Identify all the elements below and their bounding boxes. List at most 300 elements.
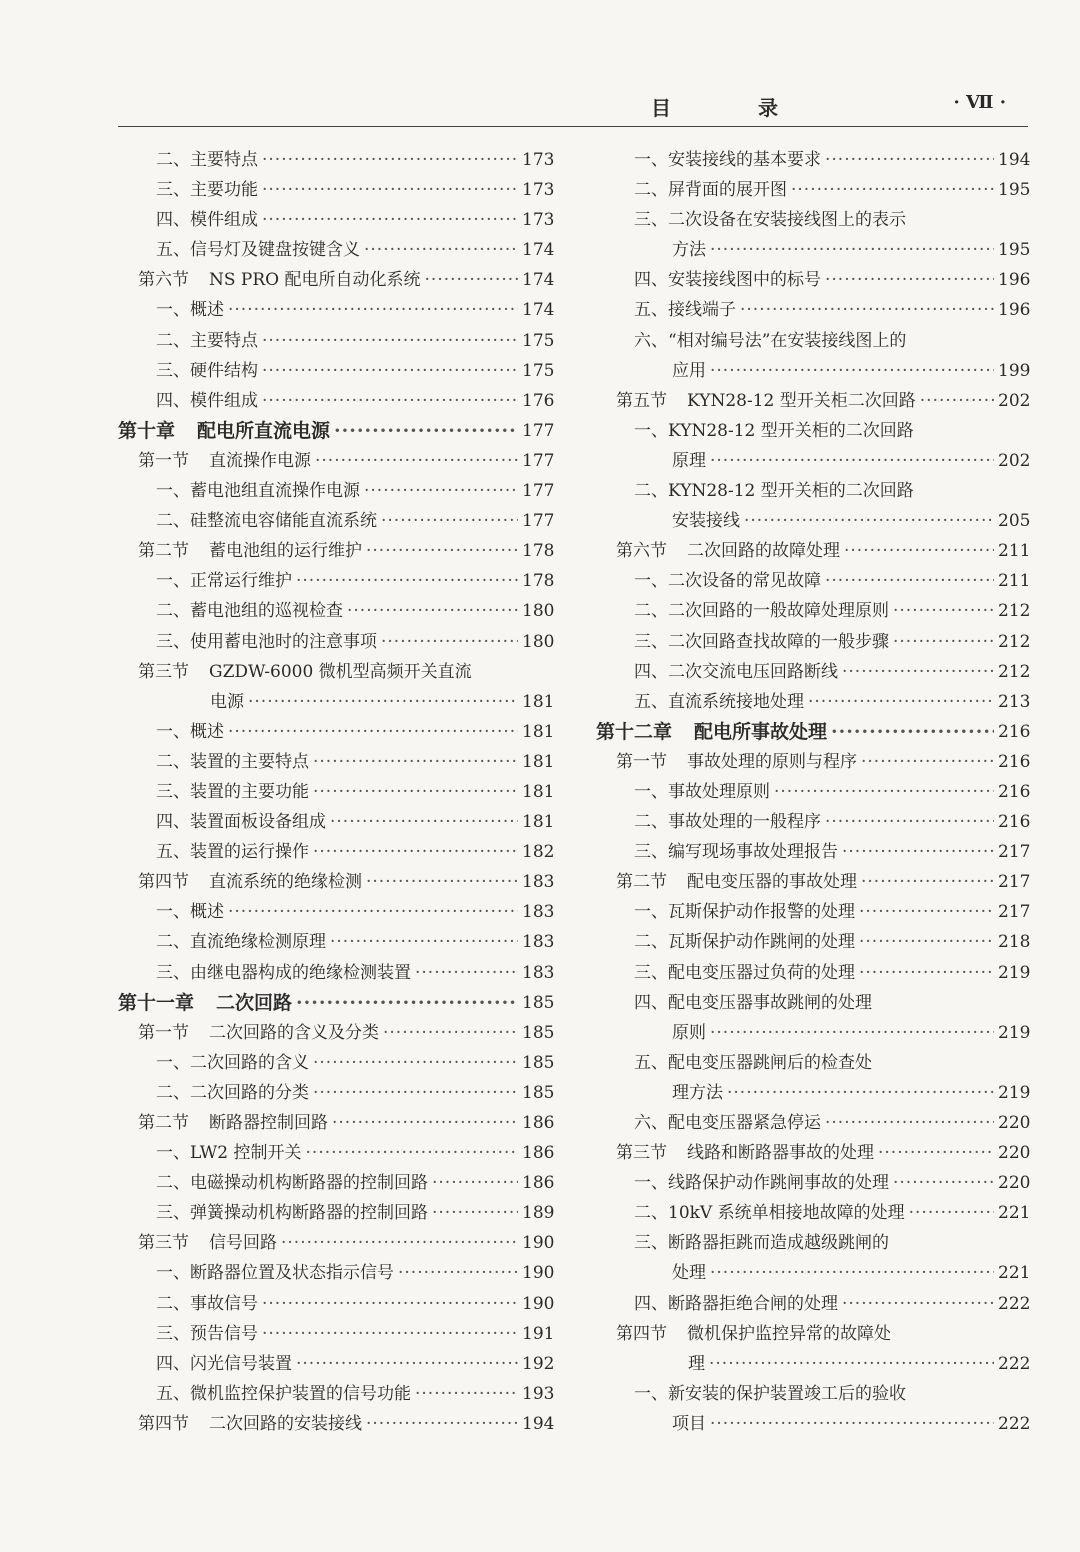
toc-chapter-entry[interactable] bbox=[118, 416, 555, 446]
toc-leader-dots bbox=[262, 145, 518, 175]
toc-entry-title bbox=[616, 536, 840, 566]
toc-entry-text: 三、使用蓄电池时的注意事项 bbox=[156, 631, 377, 652]
toc-leader-dots bbox=[262, 326, 518, 356]
toc-entry-text: 三、编写现场事故处理报告 bbox=[634, 842, 838, 863]
toc-entry-text: 四、断路器拒绝合闸的处理 bbox=[634, 1293, 838, 1314]
toc-entry-title bbox=[156, 958, 411, 988]
toc-entry-title bbox=[156, 476, 360, 506]
toc-page-number: 174 bbox=[522, 240, 555, 261]
toc-page-number: 181 bbox=[522, 751, 555, 772]
toc-entry-label: 第四节 bbox=[138, 872, 189, 893]
toc-leader-dots bbox=[313, 1078, 518, 1108]
toc-section-entry[interactable] bbox=[118, 536, 555, 566]
toc-entry-text: 原则 bbox=[672, 1022, 706, 1043]
toc-item-entry[interactable] bbox=[596, 326, 1026, 356]
toc-entry-title bbox=[634, 988, 872, 1018]
toc-entry-title bbox=[616, 747, 857, 777]
toc-entry-text: 一、安装接线的基本要求 bbox=[634, 150, 821, 170]
toc-item-entry[interactable] bbox=[118, 777, 555, 807]
toc-entry-title bbox=[156, 627, 377, 657]
toc-entry-label: 第一节 bbox=[138, 1022, 189, 1043]
toc-entry-text: 一、蓄电池组直流操作电源 bbox=[156, 481, 360, 502]
toc-entry-title bbox=[156, 1349, 292, 1379]
toc-entry-title bbox=[634, 657, 838, 687]
toc-entry-title bbox=[156, 1198, 428, 1228]
toc-entry-text: 三、二次设备在安装接线图上的表示 bbox=[634, 210, 906, 231]
toc-leader-dots bbox=[383, 1018, 518, 1048]
toc-leader-dots bbox=[859, 958, 994, 988]
toc-item-entry[interactable] bbox=[118, 897, 555, 927]
toc-entry-title bbox=[156, 506, 377, 536]
toc-entry-title bbox=[672, 506, 740, 536]
toc-item-entry[interactable] bbox=[118, 1078, 555, 1108]
toc-section-entry[interactable] bbox=[118, 1108, 555, 1138]
toc-entry-title bbox=[596, 717, 827, 747]
toc-leader-dots bbox=[281, 1228, 518, 1258]
toc-item-entry[interactable] bbox=[596, 446, 1031, 476]
toc-entry-text: 二、10kV 系统单相接地故障的处理 bbox=[634, 1203, 905, 1224]
toc-entry-title bbox=[156, 386, 258, 416]
toc-leader-dots bbox=[415, 1379, 518, 1409]
toc-entry-label: 第二节 bbox=[138, 1113, 189, 1133]
toc-section-entry[interactable] bbox=[118, 265, 555, 295]
toc-item-entry[interactable] bbox=[118, 1168, 555, 1198]
toc-entry-text: 二、蓄电池组的巡视检查 bbox=[156, 601, 343, 622]
toc-item-entry[interactable] bbox=[118, 235, 555, 265]
toc-item-entry[interactable] bbox=[118, 1048, 555, 1078]
toc-item-entry[interactable] bbox=[118, 927, 555, 957]
toc-item-entry[interactable] bbox=[118, 205, 555, 235]
toc-leader-dots bbox=[744, 506, 994, 536]
toc-entry-text: 电源 bbox=[210, 691, 244, 712]
header-title: 目 录 bbox=[651, 96, 818, 120]
toc-entry-title bbox=[156, 1138, 302, 1168]
toc-entry-label: 第三节 bbox=[616, 1143, 667, 1164]
toc-entry-title bbox=[156, 596, 343, 626]
toc-entry-text: 一、断路器位置及状态指示信号 bbox=[156, 1263, 394, 1284]
toc-item-entry[interactable] bbox=[596, 1379, 1026, 1409]
toc-entry-title bbox=[616, 867, 857, 897]
toc-item-entry[interactable] bbox=[596, 265, 1031, 295]
toc-item-entry[interactable] bbox=[118, 1138, 555, 1168]
toc-leader-dots bbox=[248, 687, 518, 717]
toc-item-entry[interactable] bbox=[118, 958, 555, 988]
toc-leader-dots bbox=[825, 807, 994, 837]
toc-item-entry[interactable] bbox=[118, 747, 555, 777]
toc-section-entry[interactable] bbox=[118, 1228, 555, 1258]
toc-item-entry[interactable] bbox=[596, 566, 1031, 596]
toc-page-number: 216 bbox=[998, 781, 1031, 802]
toc-entry-text: 三、由继电器构成的绝缘检测装置 bbox=[156, 962, 411, 983]
toc-page-number: 217 bbox=[998, 842, 1031, 863]
toc-entry-text: 一、正常运行维护 bbox=[156, 571, 292, 592]
toc-entry-title bbox=[138, 446, 311, 476]
toc-item-entry[interactable] bbox=[118, 1319, 555, 1349]
toc-section-entry[interactable] bbox=[596, 1319, 1026, 1349]
toc-entry-title bbox=[138, 1018, 379, 1048]
toc-entry-text: 四、二次交流电压回路断线 bbox=[634, 661, 838, 682]
toc-entry-text: 四、装置面板设备组成 bbox=[156, 812, 326, 833]
toc-entry-text: 蓄电池组的运行维护 bbox=[209, 541, 362, 562]
toc-entry-text: 一、概述 bbox=[156, 300, 224, 321]
toc-page-number: 218 bbox=[998, 932, 1031, 953]
toc-entry-text: 五、信号灯及键盘按键含义 bbox=[156, 240, 360, 261]
toc-item-entry[interactable] bbox=[596, 988, 1026, 1018]
toc-entry-text: NS PRO 配电所自动化系统 bbox=[209, 270, 421, 291]
header-page-number: · Ⅶ · bbox=[953, 92, 1006, 113]
toc-entry-text: 信号回路 bbox=[209, 1233, 277, 1254]
toc-entry-title bbox=[634, 1379, 906, 1409]
toc-entry-text: 三、断路器拒跳而造成越级跳闸的 bbox=[634, 1233, 889, 1254]
toc-item-entry[interactable] bbox=[118, 476, 555, 506]
toc-page-number: 219 bbox=[998, 962, 1031, 983]
toc-entry-text: 线路和断路器事故的处理 bbox=[687, 1143, 874, 1164]
toc-page-number: 175 bbox=[522, 360, 555, 381]
toc-item-entry[interactable] bbox=[596, 1228, 1026, 1258]
toc-entry-title bbox=[156, 205, 258, 235]
toc-page-number: 176 bbox=[522, 390, 555, 411]
toc-item-entry[interactable] bbox=[118, 1258, 555, 1288]
toc-page-number: 186 bbox=[522, 1113, 555, 1133]
toc-entry-title bbox=[156, 1258, 394, 1288]
toc-item-entry[interactable] bbox=[118, 295, 555, 325]
toc-page-number: 190 bbox=[522, 1263, 555, 1284]
toc-entry-title bbox=[634, 265, 821, 295]
toc-entry-text: 一、新安装的保护装置竣工后的验收 bbox=[634, 1383, 906, 1404]
toc-leader-dots bbox=[262, 205, 518, 235]
toc-leader-dots bbox=[381, 627, 518, 657]
toc-entry-title bbox=[156, 1289, 258, 1319]
toc-page-number: 189 bbox=[522, 1203, 555, 1224]
toc-item-entry[interactable] bbox=[596, 897, 1031, 927]
toc-entry-title bbox=[156, 807, 326, 837]
toc-item-entry[interactable] bbox=[118, 1379, 555, 1409]
toc-entry-text: 二次回路 bbox=[216, 991, 293, 1014]
toc-entry-text: 五、微机监控保护装置的信号功能 bbox=[156, 1383, 411, 1404]
toc-leader-dots bbox=[366, 1409, 518, 1439]
toc-page-number: 220 bbox=[998, 1143, 1031, 1164]
toc-entry-title bbox=[138, 657, 472, 687]
toc-entry-text: 直流系统的绝缘检测 bbox=[209, 872, 362, 893]
toc-entry-title bbox=[156, 295, 224, 325]
toc-entry-title bbox=[118, 988, 292, 1018]
toc-item-entry[interactable] bbox=[118, 386, 555, 416]
toc-section-entry[interactable] bbox=[118, 657, 550, 687]
toc-leader-dots bbox=[710, 446, 994, 476]
toc-item-entry[interactable] bbox=[118, 506, 555, 536]
toc-entry-title bbox=[634, 1228, 889, 1258]
toc-leader-dots bbox=[893, 596, 994, 626]
toc-page-number: 190 bbox=[522, 1293, 555, 1314]
toc-entry-text: 配电变压器的事故处理 bbox=[687, 872, 857, 893]
toc-entry-label: 第二节 bbox=[616, 872, 667, 893]
toc-page-number: 190 bbox=[522, 1233, 555, 1254]
toc-leader-dots bbox=[842, 657, 994, 687]
toc-section-entry[interactable] bbox=[118, 1018, 555, 1048]
toc-item-entry[interactable] bbox=[596, 1018, 1031, 1048]
toc-item-entry[interactable] bbox=[118, 717, 555, 747]
toc-entry-text: 二、事故信号 bbox=[156, 1293, 258, 1314]
toc-item-entry[interactable] bbox=[596, 1409, 1031, 1439]
toc-leader-dots bbox=[893, 1168, 994, 1198]
toc-section-entry[interactable] bbox=[596, 747, 1031, 777]
toc-entry-text: 直流操作电源 bbox=[209, 450, 311, 471]
toc-entry-text: 一、瓦斯保护动作报警的处理 bbox=[634, 902, 855, 923]
toc-item-entry[interactable] bbox=[596, 1349, 1031, 1379]
toc-leader-dots bbox=[825, 566, 994, 596]
toc-leader-dots bbox=[861, 867, 994, 897]
toc-page-number: 196 bbox=[998, 300, 1031, 321]
toc-entry-title bbox=[688, 1349, 705, 1379]
toc-leader-dots bbox=[364, 476, 518, 506]
toc-page-number: 181 bbox=[522, 691, 555, 712]
toc-page-number: 222 bbox=[998, 1353, 1031, 1374]
toc-leader-dots bbox=[228, 295, 518, 325]
toc-leader-dots bbox=[791, 175, 994, 205]
toc-entry-text: 五、装置的运行操作 bbox=[156, 842, 309, 863]
toc-item-entry[interactable] bbox=[118, 1349, 555, 1379]
toc-entry-text: 五、直流系统接地处理 bbox=[634, 691, 804, 712]
toc-entry-text: 三、配电变压器过负荷的处理 bbox=[634, 962, 855, 983]
toc-leader-dots bbox=[710, 356, 994, 386]
toc-item-entry[interactable] bbox=[118, 687, 555, 717]
toc-section-entry[interactable] bbox=[596, 386, 1031, 416]
toc-entry-title bbox=[138, 867, 362, 897]
toc-leader-dots bbox=[306, 1138, 518, 1168]
toc-item-entry[interactable] bbox=[118, 1198, 555, 1228]
toc-entry-title bbox=[156, 1078, 309, 1108]
toc-page-number: 173 bbox=[522, 210, 555, 231]
toc-item-entry[interactable] bbox=[118, 566, 555, 596]
toc-leader-dots bbox=[262, 356, 518, 386]
page-header bbox=[118, 88, 1028, 127]
toc-leader-dots bbox=[296, 988, 518, 1018]
toc-page-number: 180 bbox=[522, 631, 555, 652]
toc-entry-text: 二、瓦斯保护动作跳闸的处理 bbox=[634, 932, 855, 953]
toc-entry-title bbox=[156, 777, 309, 807]
toc-item-entry[interactable] bbox=[118, 627, 555, 657]
toc-entry-title bbox=[156, 175, 258, 205]
toc-leader-dots bbox=[710, 1409, 994, 1439]
toc-entry-title bbox=[156, 566, 292, 596]
toc-entry-text: 四、闪光信号装置 bbox=[156, 1353, 292, 1374]
toc-entry-title bbox=[634, 1048, 872, 1078]
toc-item-entry[interactable] bbox=[596, 145, 1031, 175]
toc-leader-dots bbox=[808, 687, 994, 717]
toc-item-entry[interactable] bbox=[596, 356, 1031, 386]
toc-page-number: 221 bbox=[998, 1203, 1031, 1224]
toc-entry-text: 三、硬件结构 bbox=[156, 360, 258, 381]
toc-leader-dots bbox=[861, 747, 994, 777]
toc-page-number: 220 bbox=[998, 1173, 1031, 1194]
toc-entry-text: 项目 bbox=[672, 1413, 706, 1434]
toc-item-entry[interactable] bbox=[118, 175, 555, 205]
toc-leader-dots bbox=[262, 386, 518, 416]
toc-page-number: 194 bbox=[998, 150, 1031, 170]
toc-leader-dots bbox=[330, 807, 518, 837]
toc-item-entry[interactable] bbox=[118, 145, 555, 175]
toc-section-entry[interactable] bbox=[596, 536, 1031, 566]
toc-item-entry[interactable] bbox=[596, 687, 1031, 717]
toc-leader-dots bbox=[709, 1349, 994, 1379]
toc-item-entry[interactable] bbox=[596, 1078, 1031, 1108]
toc-item-entry[interactable] bbox=[596, 235, 1031, 265]
toc-section-entry[interactable] bbox=[118, 446, 555, 476]
toc-leader-dots bbox=[859, 897, 994, 927]
toc-item-entry[interactable] bbox=[596, 1198, 1031, 1228]
toc-leader-dots bbox=[415, 958, 518, 988]
toc-page-number: 212 bbox=[998, 661, 1031, 682]
toc-entry-title bbox=[672, 1258, 706, 1288]
toc-page-number: 181 bbox=[522, 721, 555, 742]
toc-chapter-entry[interactable] bbox=[596, 717, 1031, 747]
toc-entry-text: 处理 bbox=[672, 1263, 706, 1284]
toc-entry-text: 四、安装接线图中的标号 bbox=[634, 270, 821, 291]
toc-leader-dots bbox=[825, 145, 994, 175]
toc-leader-dots bbox=[710, 1018, 994, 1048]
toc-entry-title bbox=[634, 958, 855, 988]
toc-entry-text: 方法 bbox=[672, 240, 706, 261]
toc-entry-title bbox=[672, 1078, 723, 1108]
toc-item-entry[interactable] bbox=[596, 295, 1031, 325]
toc-page-number: 177 bbox=[522, 511, 555, 532]
toc-entry-label: 第四节 bbox=[616, 1323, 667, 1344]
toc-section-entry[interactable] bbox=[118, 867, 555, 897]
toc-page-number: 183 bbox=[522, 902, 555, 923]
toc-item-entry[interactable] bbox=[596, 837, 1031, 867]
toc-entry-label: 第四节 bbox=[138, 1413, 189, 1434]
toc-item-entry[interactable] bbox=[596, 1258, 1031, 1288]
toc-entry-title bbox=[634, 807, 821, 837]
toc-entry-title bbox=[634, 596, 889, 626]
toc-item-entry[interactable] bbox=[596, 1289, 1031, 1319]
toc-entry-title bbox=[156, 356, 258, 386]
toc-section-entry[interactable] bbox=[596, 867, 1031, 897]
toc-item-entry[interactable] bbox=[596, 1168, 1031, 1198]
toc-entry-text: 二、主要特点 bbox=[156, 150, 258, 170]
toc-leader-dots bbox=[825, 265, 994, 295]
toc-item-entry[interactable] bbox=[118, 326, 555, 356]
toc-item-entry[interactable] bbox=[596, 927, 1031, 957]
toc-entry-text: 二次回路的含义及分类 bbox=[209, 1022, 379, 1043]
toc-page-number: 183 bbox=[522, 962, 555, 983]
toc-chapter-entry[interactable] bbox=[118, 988, 555, 1018]
toc-leader-dots bbox=[315, 446, 518, 476]
toc-entry-text: 一、线路保护动作跳闸事故的处理 bbox=[634, 1173, 889, 1194]
toc-entry-title bbox=[156, 1379, 411, 1409]
toc-item-entry[interactable] bbox=[596, 958, 1031, 988]
toc-entry-title bbox=[156, 717, 224, 747]
toc-item-entry[interactable] bbox=[118, 596, 555, 626]
toc-item-entry[interactable] bbox=[596, 596, 1031, 626]
toc-entry-text: 一、概述 bbox=[156, 721, 224, 742]
toc-item-entry[interactable] bbox=[596, 205, 1026, 235]
toc-entry-text: 五、配电变压器跳闸后的检查处 bbox=[634, 1052, 872, 1073]
toc-entry-text: 三、装置的主要功能 bbox=[156, 781, 309, 802]
toc-page-number: 211 bbox=[998, 571, 1031, 592]
toc-entry-title bbox=[156, 747, 309, 777]
toc-entry-title bbox=[156, 927, 326, 957]
toc-item-entry[interactable] bbox=[596, 1048, 1026, 1078]
toc-entry-title bbox=[672, 1018, 706, 1048]
toc-entry-text: 配电所直流电源 bbox=[197, 419, 331, 442]
toc-entry-title bbox=[138, 1228, 277, 1258]
toc-section-entry[interactable] bbox=[118, 1409, 555, 1439]
toc-entry-title bbox=[156, 897, 224, 927]
toc-entry-title bbox=[634, 416, 914, 446]
toc-page-number: 175 bbox=[522, 330, 555, 351]
toc-entry-text: 二、装置的主要特点 bbox=[156, 751, 309, 772]
toc-column-left bbox=[118, 145, 555, 1439]
toc-entry-text: GZDW-6000 微机型高频开关直流 bbox=[209, 661, 472, 682]
toc-entry-text: 一、事故处理原则 bbox=[634, 781, 770, 802]
toc-item-entry[interactable] bbox=[596, 476, 1026, 506]
toc-entry-title bbox=[634, 897, 855, 927]
toc-item-entry[interactable] bbox=[596, 416, 1026, 446]
toc-entry-text: 二次回路的故障处理 bbox=[687, 541, 840, 562]
toc-page-number: 177 bbox=[522, 420, 555, 441]
toc-entry-text: 一、LW2 控制开关 bbox=[156, 1143, 302, 1164]
toc-page-number: 185 bbox=[522, 1022, 555, 1043]
toc-item-entry[interactable] bbox=[118, 807, 555, 837]
toc-entry-text: 六、配电变压器紧急停运 bbox=[634, 1113, 821, 1133]
toc-section-entry[interactable] bbox=[596, 1138, 1031, 1168]
toc-item-entry[interactable] bbox=[118, 837, 555, 867]
toc-page-number: 174 bbox=[522, 300, 555, 321]
toc-page-number: 222 bbox=[998, 1293, 1031, 1314]
toc-item-entry[interactable] bbox=[596, 1108, 1031, 1138]
toc-leader-dots bbox=[740, 295, 994, 325]
toc-item-entry[interactable] bbox=[596, 657, 1031, 687]
toc-leader-dots bbox=[364, 235, 518, 265]
toc-entry-title bbox=[138, 1108, 328, 1138]
toc-item-entry[interactable] bbox=[596, 777, 1031, 807]
toc-entry-text: 二、电磁操动机构断路器的控制回路 bbox=[156, 1173, 428, 1194]
toc-item-entry[interactable] bbox=[118, 1289, 555, 1319]
toc-entry-text: 二、屏背面的展开图 bbox=[634, 180, 787, 201]
toc-item-entry[interactable] bbox=[118, 356, 555, 386]
toc-entry-title bbox=[138, 1409, 362, 1439]
toc-page-number: 196 bbox=[998, 270, 1031, 291]
toc-item-entry[interactable] bbox=[596, 807, 1031, 837]
toc-page-number: 199 bbox=[998, 360, 1031, 381]
toc-entry-text: 二、事故处理的一般程序 bbox=[634, 812, 821, 833]
toc-page-number: 205 bbox=[998, 511, 1031, 532]
toc-leader-dots bbox=[366, 867, 518, 897]
toc-entry-text: 一、概述 bbox=[156, 902, 224, 923]
toc-entry-title bbox=[634, 295, 736, 325]
toc-entry-text: 五、接线端子 bbox=[634, 300, 736, 321]
toc-entry-label: 第十章 bbox=[118, 419, 176, 442]
toc-entry-title bbox=[156, 145, 258, 175]
toc-entry-text: 配电所事故处理 bbox=[694, 720, 828, 743]
toc-item-entry[interactable] bbox=[596, 506, 1031, 536]
toc-leader-dots bbox=[228, 897, 518, 927]
toc-page-number: 177 bbox=[522, 450, 555, 471]
toc-page-number: 222 bbox=[998, 1413, 1031, 1434]
toc-leader-dots bbox=[313, 747, 518, 777]
toc-item-entry[interactable] bbox=[596, 627, 1031, 657]
toc-page-number: 216 bbox=[998, 751, 1031, 772]
toc-entry-label: 第六节 bbox=[616, 541, 667, 562]
toc-page-number: 182 bbox=[522, 842, 555, 863]
toc-leader-dots bbox=[313, 837, 518, 867]
toc-item-entry[interactable] bbox=[596, 175, 1031, 205]
toc-entry-title bbox=[616, 1138, 874, 1168]
toc-entry-text: 二次回路的安装接线 bbox=[209, 1413, 362, 1434]
toc-entry-title bbox=[634, 205, 906, 235]
toc-entry-text: KYN28-12 型开关柜二次回路 bbox=[687, 390, 916, 411]
